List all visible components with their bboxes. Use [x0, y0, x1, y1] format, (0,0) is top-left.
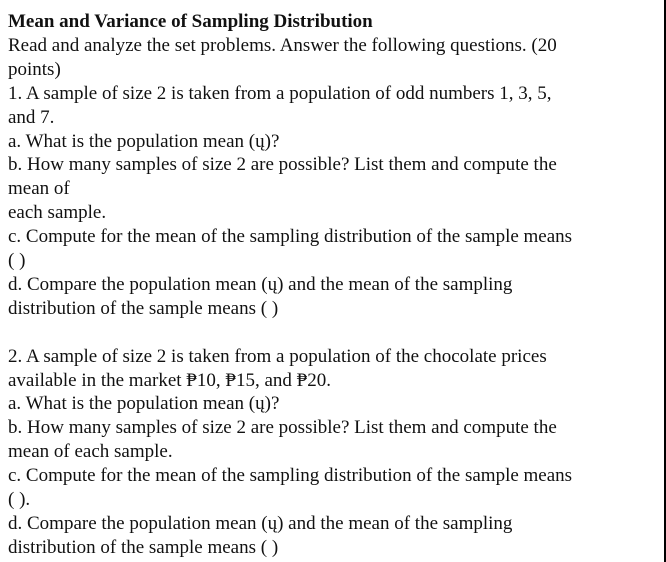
problem-1-question-d-cont: distribution of the sample means ( ) — [8, 297, 279, 319]
problem-2-line: 2. A sample of size 2 is taken from a population of the chocolate prices — [8, 345, 547, 367]
section-spacer — [8, 321, 654, 345]
problem-1-question-c-cont: ( ) — [8, 250, 26, 272]
problem-1-question-b: b. How many samples of size 2 are possible? List them and compute the — [8, 154, 557, 176]
problem-1-line: 1. A sample of size 2 is taken from a population of odd numbers 1, 3, 5, — [8, 82, 552, 104]
problem-2-question-c-cont: ( ). — [8, 489, 31, 511]
problem-2-question-d: d. Compare the population mean (ų) and the mean of the sampling — [8, 513, 513, 535]
problem-1-question-c: c. Compute for the mean of the sampling distribution of the sample means — [8, 226, 573, 248]
problem-1-line: and 7. — [8, 106, 55, 128]
problem-2-question-b-cont: mean of each sample. — [8, 441, 173, 463]
problem-2-question-a: a. What is the population mean (ų)? — [8, 393, 280, 415]
problem-1-question-a: a. What is the population mean (ų)? — [8, 130, 280, 152]
problem-1-question-d: d. Compare the population mean (ų) and the mean of the sampling — [8, 273, 513, 295]
problem-1 — [8, 82, 654, 321]
document-title: Mean and Variance of Sampling Distribution — [8, 11, 373, 32]
problem-2-question-b: b. How many samples of size 2 are possible? List them and compute the — [8, 417, 557, 439]
problem-2 — [8, 345, 654, 560]
instructions-line: points) — [8, 58, 61, 80]
problem-2-line: available in the market ₱10, ₱15, and ₱20. — [8, 369, 331, 391]
problem-2-question-d-cont: distribution of the sample means ( ) — [8, 536, 279, 558]
problem-1-question-b-cont: mean of — [8, 178, 70, 200]
problem-1-question-b-cont: each sample. — [8, 202, 107, 224]
problem-2-question-c: c. Compute for the mean of the sampling distribution of the sample means — [8, 465, 573, 487]
instructions-line: Read and analyze the set problems. Answer the following questions. (20 — [8, 34, 557, 56]
